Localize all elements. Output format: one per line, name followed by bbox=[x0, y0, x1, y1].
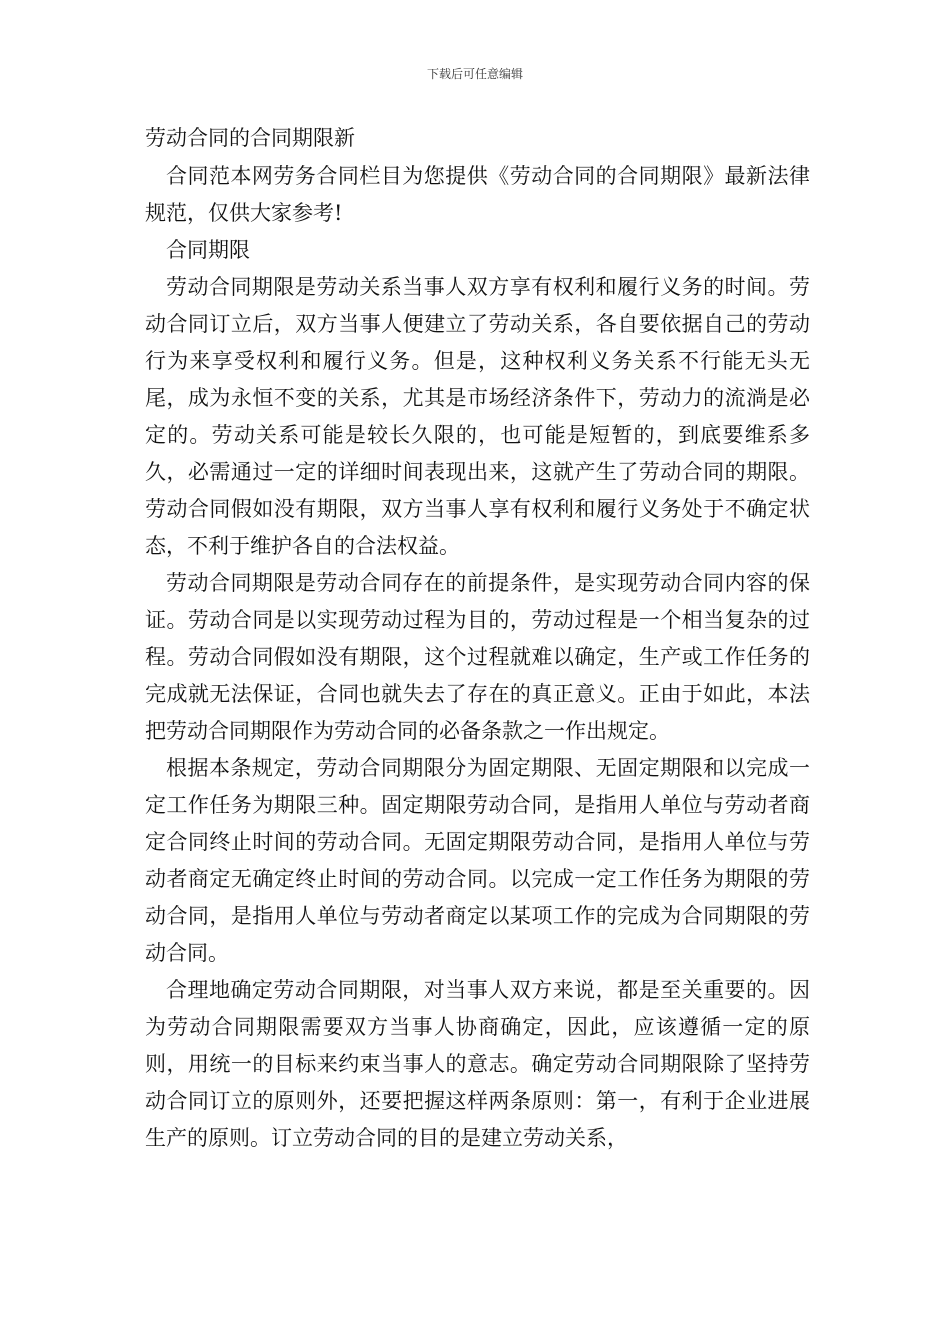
document-title: 劳动合同的合同期限新 bbox=[145, 126, 355, 150]
body-paragraph-3: 根据本条规定，劳动合同期限分为固定期限、无固定期限和以完成一定工作任务为期限三种。固定期限劳动合同，是指用人单位与劳动者商定合同终止时间的劳动合同。无固定期限劳动合同，是指用人单位与劳动者商定无确定终止时间的劳动合同。以完成一定工作任务为期限的劳动合同，是指用人单位与劳动者商定以某项工作的完成为合同期限的劳动合同。 bbox=[145, 756, 810, 965]
body-paragraph-2: 劳动合同期限是劳动合同存在的前提条件，是实现劳动合同内容的保证。劳动合同是以实现劳动过程为目的，劳动过程是一个相当复杂的过程。劳动合同假如没有期限，这个过程就难以确定，生产或工作任务的完成就无法保证，合同也就失去了存在的真正意义。正由于如此，本法把劳动合同期限作为劳动合同的必备条款之一作出规定。 bbox=[145, 571, 810, 743]
intro-paragraph: 合同范本网劳务合同栏目为您提供《劳动合同的合同期限》最新法律规范，仅供大家参考! bbox=[145, 164, 810, 225]
section-heading: 合同期限 bbox=[166, 238, 250, 262]
body-paragraph-1: 劳动合同期限是劳动关系当事人双方享有权利和履行义务的时间。劳动合同订立后，双方当事人便建立了劳动关系，各自要依据自己的劳动行为来享受权利和履行义务。但是，这种权利义务关系不行能无头无尾，成为永恒不变的关系，尤其是市场经济条件下，劳动力的流淌是必定的。劳动关系可能是较长久限的，也可能是短暂的，到底要维系多久，必需通过一定的详细时间表现出来，这就产生了劳动合同的期限。劳动合同假如没有期限，双方当事人享有权利和履行义务处于不确定状态，不利于维护各自的合法权益。 bbox=[145, 275, 810, 558]
document-body bbox=[145, 120, 810, 1157]
page-header-note: 下载后可任意编辑 bbox=[426, 67, 523, 81]
body-paragraph-4: 合理地确定劳动合同期限，对当事人双方来说，都是至关重要的。因为劳动合同期限需要双方当事人协商确定，因此，应该遵循一定的原则，用统一的目标来约束当事人的意志。确定劳动合同期限除了坚持劳动合同订立的原则外，还要把握这样两条原则：第一，有利于企业进展生产的原则。订立劳动合同的目的是建立劳动关系， bbox=[145, 978, 810, 1150]
